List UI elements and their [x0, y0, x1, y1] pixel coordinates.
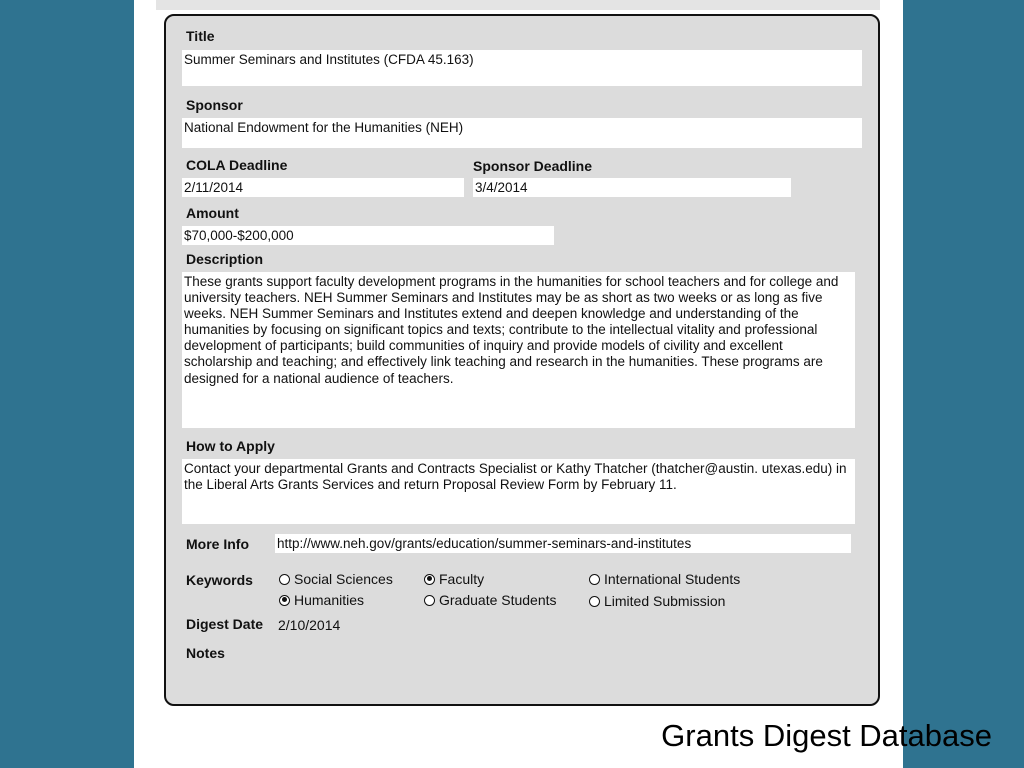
radio-icon[interactable]	[589, 574, 600, 585]
keyword-international-students[interactable]	[589, 571, 740, 587]
sponsor-deadline-label: Sponsor Deadline	[473, 158, 593, 174]
keyword-limited-submission[interactable]	[589, 593, 725, 609]
cola-deadline-field[interactable]: 2/11/2014	[182, 178, 464, 197]
keywords-label: Keywords	[186, 572, 253, 588]
slide-caption: Grants Digest Database	[661, 718, 992, 753]
description-label: Description	[186, 251, 264, 267]
cola-deadline-label: COLA Deadline	[186, 157, 288, 173]
more-info-link[interactable]: http://www.neh.gov/grants/education/summer-seminars-and-institutes	[275, 534, 851, 553]
amount-label: Amount	[186, 205, 239, 221]
notes-label: Notes	[186, 645, 225, 661]
sponsor-field[interactable]: National Endowment for the Humanities (NEH)	[182, 118, 862, 148]
radio-checked-icon[interactable]	[279, 595, 290, 606]
sponsor-label: Sponsor	[186, 97, 243, 113]
keyword-graduate-students[interactable]	[424, 592, 557, 608]
title-label: Title	[186, 28, 215, 44]
keyword-label: Graduate Students	[439, 592, 557, 608]
digest-date-value: 2/10/2014	[278, 617, 341, 633]
keyword-label: Faculty	[439, 571, 485, 587]
keyword-label: Limited Submission	[604, 593, 726, 609]
keyword-label: International Students	[604, 571, 741, 587]
keyword-social-sciences[interactable]	[279, 571, 393, 587]
keyword-label: Social Sciences	[294, 571, 393, 587]
amount-field[interactable]: $70,000-$200,000	[182, 226, 554, 245]
description-field[interactable]: These grants support faculty development programs in the humanities for school teachers and for college and university teachers. NEH Summer Seminars and Institutes may be as short as two weeks or as long as five weeks. NEH Summer Seminars and Institutes extend and deepen knowledge and understanding of the humanities by focusing on significant topics and texts; contribute to the intellectual vitality and professional development of participants; build communities of inquiry and provide models of civility and excellent scholarship and teaching; and effectively link teaching and research in the humanities. These programs are designed for a national audience of teachers.	[182, 272, 855, 428]
sponsor-deadline-field[interactable]: 3/4/2014	[473, 178, 791, 197]
radio-checked-icon[interactable]	[424, 574, 435, 585]
how-to-apply-label: How to Apply	[186, 438, 275, 454]
radio-icon[interactable]	[424, 595, 435, 606]
keyword-label: Humanities	[294, 592, 365, 608]
more-info-label: More Info	[186, 536, 249, 552]
how-to-apply-field[interactable]: Contact your departmental Grants and Contracts Specialist or Kathy Thatcher (thatcher@austin. utexas.edu) in the Liberal Arts Grants Services and return Proposal Review Form by February 11.	[182, 459, 855, 524]
title-field[interactable]: Summer Seminars and Institutes (CFDA 45.163)	[182, 50, 862, 86]
keyword-humanities[interactable]	[279, 592, 364, 608]
keyword-faculty[interactable]	[424, 571, 484, 587]
digest-date-label: Digest Date	[186, 616, 264, 632]
radio-icon[interactable]	[279, 574, 290, 585]
top-strip	[156, 0, 880, 10]
radio-icon[interactable]	[589, 596, 600, 607]
